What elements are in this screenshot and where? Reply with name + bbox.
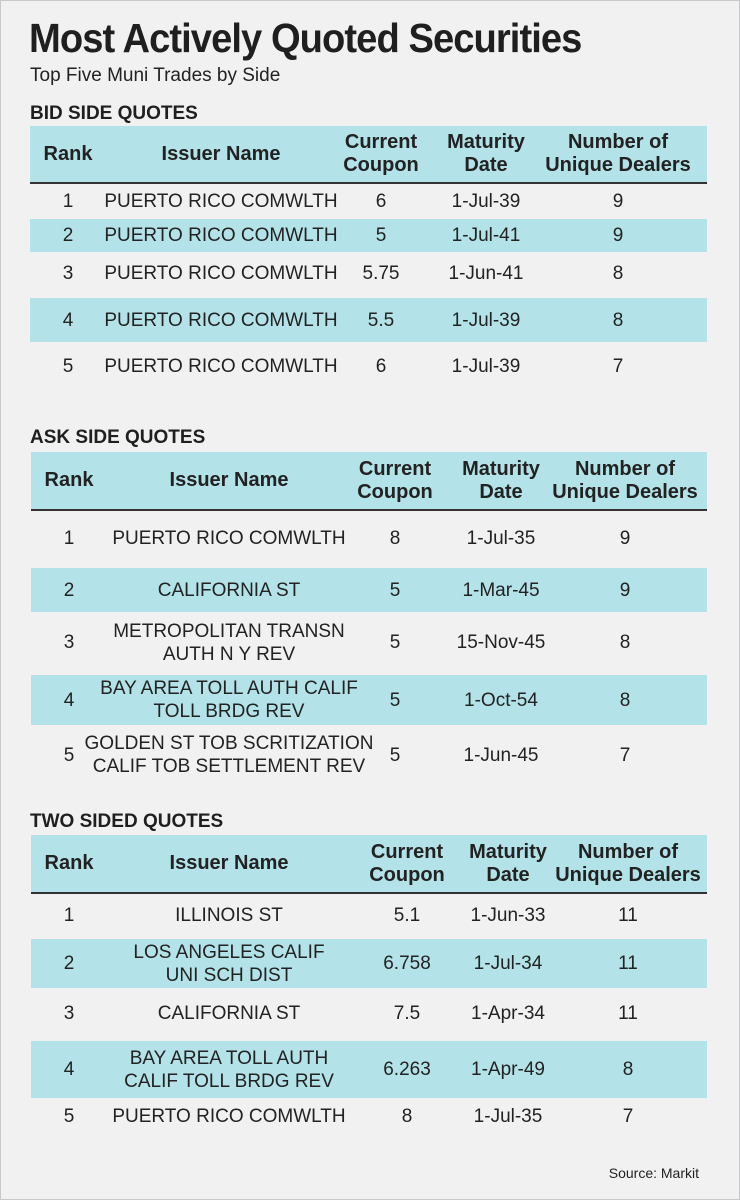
cell-issuer: ILLINOIS ST — [175, 905, 283, 926]
header-issuer: Issuer Name — [169, 852, 289, 874]
cell-dealers: 7 — [622, 1105, 634, 1127]
table-row — [31, 675, 707, 725]
quotes-table — [31, 835, 707, 1134]
cell-rank: 4 — [63, 1059, 75, 1080]
cell-coupon: 5 — [389, 632, 401, 653]
cell-coupon: 6.758 — [383, 953, 431, 974]
cell-maturity: 1-Apr-34 — [471, 1003, 545, 1024]
cell-maturity: 1-Jul-34 — [473, 953, 543, 974]
section-title: TWO SIDED QUOTES — [30, 811, 224, 832]
cell-maturity: 1-Jul-35 — [466, 527, 536, 549]
header-rank: Rank — [44, 852, 94, 874]
cell-maturity: 1-Jun-33 — [470, 905, 546, 926]
cell-dealers: 8 — [612, 262, 624, 284]
cell-dealers: 8 — [622, 1059, 634, 1080]
cell-rank: 4 — [62, 309, 74, 331]
cell-dealers: 7 — [619, 744, 631, 766]
header-maturity: Maturity Date — [447, 131, 525, 176]
cell-maturity: 1-Jul-39 — [451, 309, 521, 331]
cell-dealers: 11 — [618, 1003, 638, 1024]
table-row — [31, 1041, 707, 1098]
table-row — [31, 895, 707, 936]
cell-dealers: 9 — [612, 191, 624, 212]
cell-issuer: CALIFORNIA ST — [157, 579, 301, 601]
cell-rank: 2 — [63, 579, 75, 601]
cell-rank: 2 — [63, 953, 75, 974]
header-maturity: Maturity Date — [462, 457, 540, 503]
cell-coupon: 6.263 — [383, 1059, 431, 1080]
cell-maturity: 1-Jul-41 — [451, 225, 521, 246]
cell-coupon: 6 — [375, 191, 387, 212]
cell-rank: 1 — [62, 191, 74, 212]
cell-dealers: 11 — [618, 905, 638, 926]
cell-issuer: GOLDEN ST TOB SCRITIZATION CALIF TOB SETTLEMENT REV — [84, 733, 374, 777]
cell-issuer: PUERTO RICO COMWLTH — [104, 309, 338, 331]
cell-issuer: METROPOLITAN TRANSN AUTH N Y REV — [113, 620, 345, 665]
cell-rank: 5 — [63, 1105, 75, 1127]
cell-dealers: 9 — [612, 225, 624, 246]
cell-coupon: 5.1 — [393, 905, 421, 926]
cell-rank: 1 — [63, 527, 75, 549]
section-title: BID SIDE QUOTES — [30, 103, 198, 124]
cell-maturity: 15-Nov-45 — [456, 632, 546, 653]
cell-dealers: 7 — [612, 356, 624, 377]
cell-coupon: 5.75 — [362, 262, 400, 284]
cell-dealers: 9 — [619, 527, 631, 549]
table-row — [31, 1098, 707, 1134]
header-coupon: Current Coupon — [343, 131, 419, 176]
cell-rank: 1 — [63, 905, 75, 926]
header-dealers: Number of Unique Dealers — [545, 131, 691, 176]
header-rank: Rank — [43, 142, 93, 165]
cell-coupon: 7.5 — [393, 1003, 421, 1024]
cell-maturity: 1-Apr-49 — [471, 1059, 545, 1080]
table-header — [31, 835, 707, 894]
cell-dealers: 8 — [619, 632, 631, 653]
page-title: Most Actively Quoted Securities — [29, 15, 582, 61]
cell-coupon: 5.5 — [367, 309, 395, 331]
cell-dealers: 8 — [619, 689, 631, 711]
cell-issuer: BAY AREA TOLL AUTH CALIF TOLL BRDG REV — [100, 678, 358, 722]
cell-coupon: 8 — [401, 1105, 413, 1127]
cell-rank: 2 — [62, 225, 74, 246]
header-dealers: Number of Unique Dealers — [552, 457, 698, 503]
header-issuer: Issuer Name — [169, 469, 289, 491]
cell-issuer: BAY AREA TOLL AUTH CALIF TOLL BRDG REV — [124, 1047, 334, 1092]
cell-rank: 5 — [63, 744, 75, 766]
table-header — [31, 452, 707, 511]
cell-maturity: 1-Jul-39 — [451, 356, 521, 377]
cell-coupon: 8 — [389, 527, 401, 549]
cell-maturity: 1-Jun-41 — [448, 262, 524, 284]
header-maturity: Maturity Date — [469, 840, 547, 886]
cell-coupon: 5 — [389, 744, 401, 766]
cell-maturity: 1-Mar-45 — [462, 579, 540, 601]
cell-coupon: 6 — [375, 356, 387, 377]
cell-coupon: 5 — [375, 225, 387, 246]
cell-issuer: PUERTO RICO COMWLTH — [104, 262, 338, 284]
quotes-table — [31, 452, 707, 781]
table-row — [30, 346, 707, 387]
table-row — [30, 298, 707, 342]
section-title: ASK SIDE QUOTES — [30, 427, 206, 448]
header-coupon: Current Coupon — [357, 457, 433, 503]
cell-maturity: 1-Oct-54 — [464, 689, 538, 711]
header-coupon: Current Coupon — [369, 840, 445, 886]
cell-rank: 3 — [63, 1003, 75, 1024]
cell-rank: 3 — [63, 632, 75, 653]
cell-coupon: 5 — [389, 579, 401, 601]
cell-dealers: 8 — [612, 309, 624, 331]
table-row — [31, 513, 707, 563]
table-row — [31, 991, 707, 1036]
source-note: Source: Markit — [608, 1165, 699, 1181]
header-rank: Rank — [44, 469, 94, 491]
cell-rank: 4 — [63, 689, 75, 711]
table-row — [30, 253, 707, 293]
cell-issuer: PUERTO RICO COMWLTH — [104, 356, 338, 377]
cell-maturity: 1-Jun-45 — [463, 744, 539, 766]
table-row — [31, 939, 707, 988]
header-dealers: Number of Unique Dealers — [555, 840, 701, 886]
table-row — [30, 219, 707, 252]
table-header — [30, 126, 707, 184]
cell-rank: 5 — [62, 356, 74, 377]
cell-issuer: PUERTO RICO COMWLTH — [104, 225, 338, 246]
cell-maturity: 1-Jul-39 — [451, 191, 521, 212]
table-row — [31, 615, 707, 670]
header-issuer: Issuer Name — [161, 142, 281, 165]
cell-coupon: 5 — [389, 689, 401, 711]
cell-dealers: 9 — [619, 579, 631, 601]
table-row — [31, 568, 707, 612]
cell-issuer: PUERTO RICO COMWLTH — [104, 191, 338, 212]
cell-rank: 3 — [62, 262, 74, 284]
cell-dealers: 11 — [618, 953, 638, 974]
cell-issuer: PUERTO RICO COMWLTH — [112, 527, 346, 549]
cell-maturity: 1-Jul-35 — [473, 1105, 543, 1127]
cell-issuer: CALIFORNIA ST — [157, 1003, 301, 1024]
page-subtitle: Top Five Muni Trades by Side — [30, 65, 281, 86]
cell-issuer: PUERTO RICO COMWLTH — [112, 1105, 346, 1127]
table-row — [30, 185, 707, 218]
quotes-table — [30, 126, 707, 387]
cell-issuer: LOS ANGELES CALIF UNI SCH DIST — [133, 941, 325, 986]
table-row — [31, 729, 707, 781]
